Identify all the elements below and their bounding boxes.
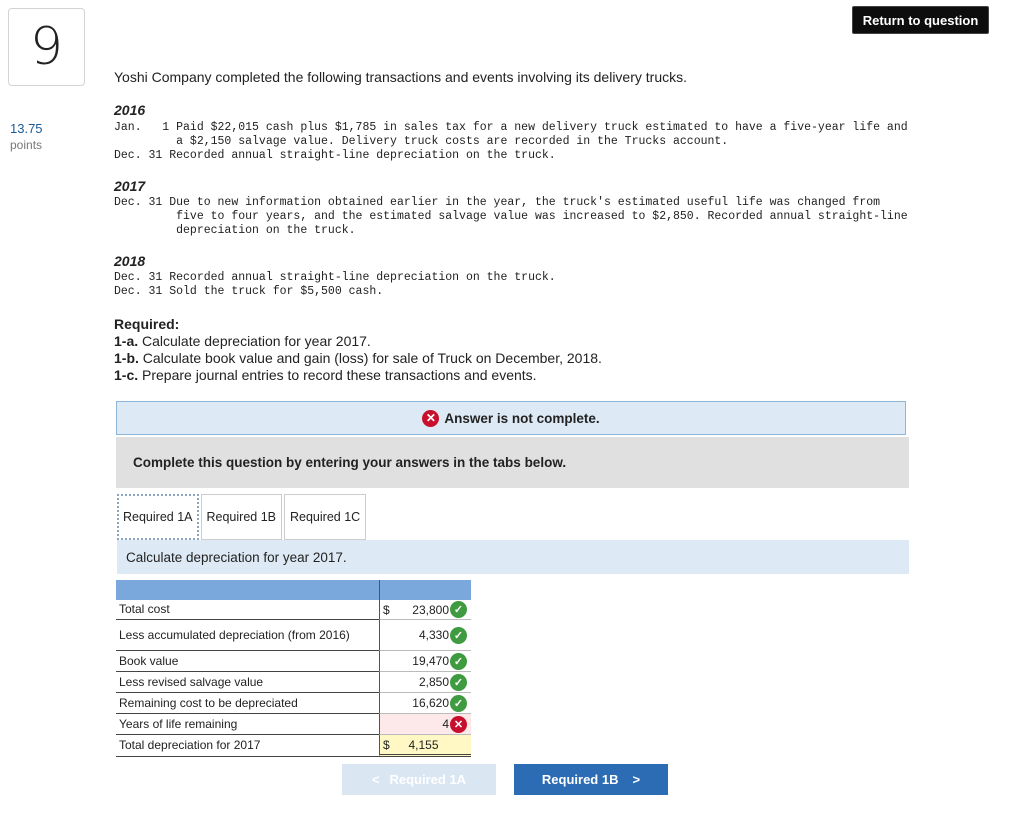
correct-check-icon: ✓	[450, 674, 467, 691]
points-label: points	[10, 138, 43, 152]
row-label-years-remaining: Years of life remaining	[116, 714, 379, 735]
question-number: 9	[29, 17, 64, 77]
table-row	[116, 735, 471, 757]
table-row	[116, 714, 471, 735]
tab-required-1a[interactable]: Required 1A	[117, 494, 199, 540]
tab-required-1b[interactable]: Required 1B	[201, 494, 283, 540]
transaction-2017-line-2: five to four years, and the estimated salvage value was increased to $2,850. Recorded annual straight-line	[114, 210, 908, 223]
correct-check-icon: ✓	[450, 627, 467, 644]
transaction-2018-line-1: Dec. 31 Recorded annual straight-line depreciation on the truck.	[114, 271, 556, 284]
panel-heading: Calculate depreciation for year 2017.	[117, 540, 909, 574]
table-row	[116, 693, 471, 714]
chevron-right-icon: >	[632, 772, 641, 787]
correct-check-icon: ✓	[450, 653, 467, 670]
row-label-total-depreciation: Total depreciation for 2017	[116, 735, 379, 757]
year-2018-heading: 2018	[114, 253, 146, 269]
table-header-left	[116, 580, 379, 600]
correct-check-icon: ✓	[450, 695, 467, 712]
answer-status-text: Answer is not complete.	[444, 410, 600, 426]
tab-required-1c[interactable]: Required 1C	[284, 494, 366, 540]
table-header-row	[116, 580, 471, 600]
row-label-remaining-cost: Remaining cost to be depreciated	[116, 693, 379, 714]
previous-tab-button[interactable]	[342, 764, 496, 795]
input-book-value[interactable]: 19,470 ✓	[379, 651, 471, 672]
problem-intro: Yoshi Company completed the following transactions and events involving its delivery trucks.	[114, 69, 688, 85]
transaction-2017-line-1: Dec. 31 Due to new information obtained earlier in the year, the truck's estimated useful life was changed from	[114, 196, 881, 209]
instruction-box	[116, 437, 909, 488]
incorrect-icon: ✕	[422, 410, 439, 427]
row-label-total-cost: Total cost	[116, 600, 379, 620]
question-number-box	[8, 8, 85, 86]
table-row	[116, 672, 471, 693]
table-row	[116, 620, 471, 651]
next-tab-label: Required 1B	[541, 772, 619, 787]
correct-check-icon: ✓	[450, 601, 467, 618]
transaction-2016-line-2: a $2,150 salvage value. Delivery truck costs are recorded in the Trucks account.	[114, 135, 729, 148]
incorrect-icon: ✕	[450, 716, 467, 733]
row-label-accumulated-depreciation: Less accumulated depreciation (from 2016)	[116, 620, 379, 651]
input-years-remaining[interactable]: 4 ✕	[379, 714, 471, 735]
chevron-left-icon: <	[371, 772, 380, 787]
row-label-book-value: Book value	[116, 651, 379, 672]
transaction-2016-line-3: Dec. 31 Recorded annual straight-line depreciation on the truck.	[114, 149, 556, 162]
input-total-depreciation[interactable]: $ 4,155	[379, 735, 471, 757]
required-item-1c: 1-c. Prepare journal entries to record these transactions and events.	[114, 367, 537, 383]
previous-tab-label: Required 1A	[389, 772, 467, 787]
answer-tabs	[117, 494, 366, 540]
depreciation-table	[116, 580, 471, 757]
required-item-1b: 1-b. Calculate book value and gain (loss) for sale of Truck on December, 2018.	[114, 350, 602, 366]
required-item-1a: 1-a. Calculate depreciation for year 2017.	[114, 333, 371, 349]
instruction-text: Complete this question by entering your answers in the tabs below.	[133, 455, 567, 470]
return-to-question-button[interactable]: Return to question	[852, 6, 989, 34]
table-row	[116, 600, 471, 620]
next-tab-button[interactable]	[514, 764, 668, 795]
transaction-2016-line-1: Jan. 1 Paid $22,015 cash plus $1,785 in sales tax for a new delivery truck estimated to have a five-year life and	[114, 121, 908, 134]
input-remaining-cost[interactable]: 16,620 ✓	[379, 693, 471, 714]
table-header-right	[379, 580, 471, 600]
table-row	[116, 651, 471, 672]
year-2017-heading: 2017	[114, 178, 146, 194]
row-label-salvage-value: Less revised salvage value	[116, 672, 379, 693]
transaction-2017-line-3: depreciation on the truck.	[114, 224, 356, 237]
required-title: Required:	[114, 316, 180, 332]
answer-status-banner	[116, 401, 906, 435]
points-value: 13.75	[10, 121, 43, 136]
year-2016-heading: 2016	[114, 102, 146, 118]
input-total-cost[interactable]: $ 23,800 ✓	[379, 600, 471, 620]
input-accumulated-depreciation[interactable]: 4,330 ✓	[379, 620, 471, 651]
input-salvage-value[interactable]: 2,850 ✓	[379, 672, 471, 693]
transaction-2018-line-2: Dec. 31 Sold the truck for $5,500 cash.	[114, 285, 384, 298]
